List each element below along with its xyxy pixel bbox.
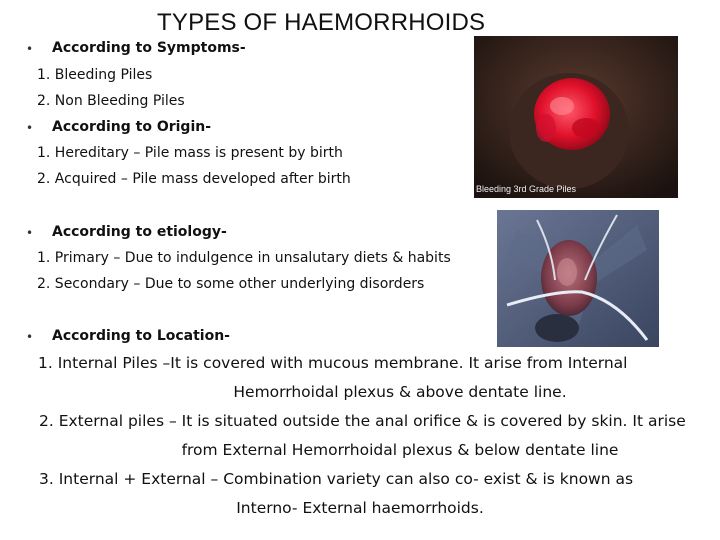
surgical-piles-photo [497,210,659,347]
location-item-3-line-2: Interno- External haemorrhoids. [236,499,484,517]
bleeding-piles-photo [474,36,678,198]
location-item-1-line-1: 1. Internal Piles –It is covered with mucous membrane. It arise from Internal [38,354,628,372]
heading-symptoms: According to Symptoms- [52,40,246,56]
location-item-2-line-2: from External Hemorrhoidal plexus & below dentate line [181,441,619,459]
list-item: 2. Secondary – Due to some other underlying disorders [37,276,425,292]
heading-origin: According to Origin- [52,119,212,135]
bullet-marker: • [26,121,34,135]
location-item-1-line-2: Hemorrhoidal plexus & above dentate line. [233,383,567,401]
list-item: 1. Primary – Due to indulgence in unsalutary diets & habits [37,250,451,266]
clinical-photo-illustration [474,36,678,198]
bullet-marker: • [26,226,34,240]
heading-location: According to Location- [52,328,230,344]
list-item: 1. Bleeding Piles [37,67,153,83]
list-item: 2. Non Bleeding Piles [37,93,185,109]
bullet-marker: • [26,42,34,56]
photo-caption: Bleeding 3rd Grade Piles [476,184,577,194]
list-item: 1. Hereditary – Pile mass is present by birth [37,145,343,161]
heading-etiology: According to etiology- [52,224,227,240]
clinical-photo-illustration [497,210,659,347]
list-item: 2. Acquired – Pile mass developed after birth [37,171,351,187]
bullet-marker: • [26,330,34,344]
location-item-2-line-1: 2. External piles – It is situated outside the anal orifice & is covered by skin. It arise [39,412,686,430]
page-title: TYPES OF HAEMORRHOIDS [157,9,486,36]
location-item-3-line-1: 3. Internal + External – Combination variety can also co- exist & is known as [39,470,634,488]
